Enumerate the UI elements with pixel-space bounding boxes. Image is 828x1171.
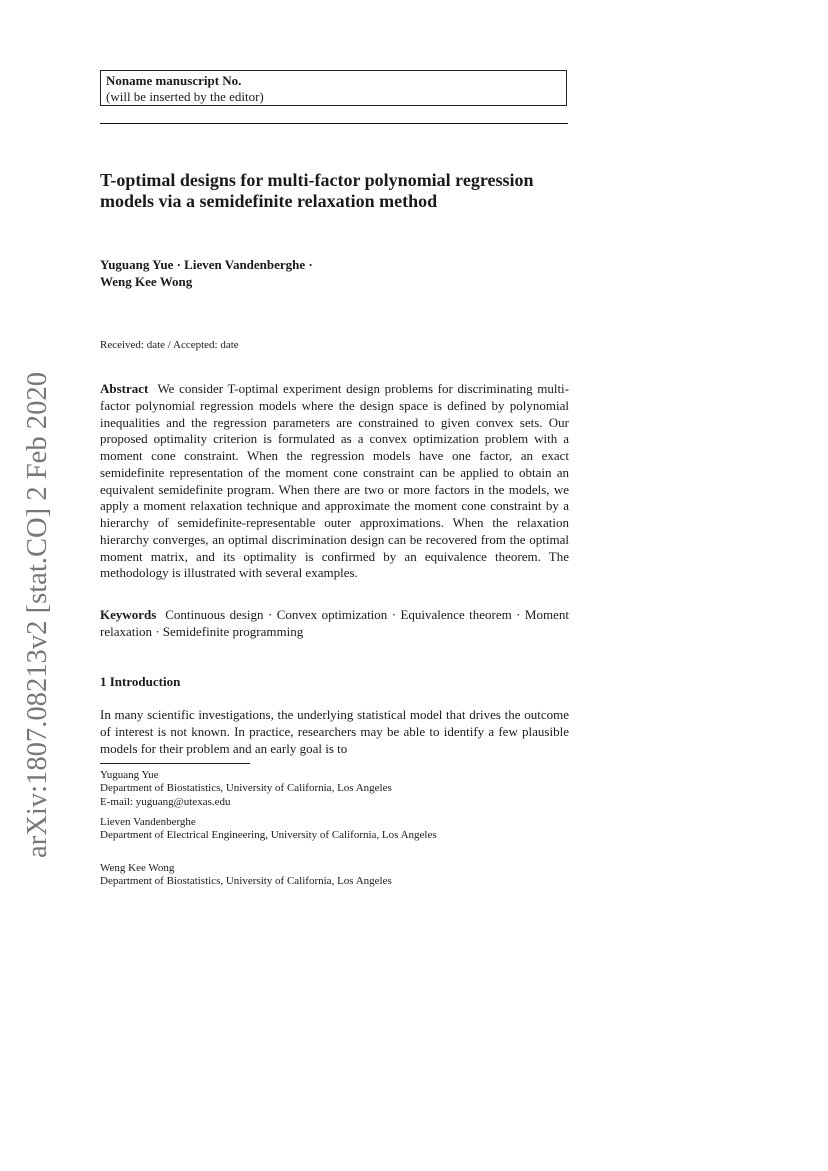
manuscript-header-box <box>100 70 567 106</box>
footnote-rule <box>100 763 250 764</box>
keywords-text: Continuous design · Convex optimization · Equivalence theorem · Moment relaxation · Semidefinite programming <box>100 607 569 639</box>
footnote-author-3 <box>100 862 580 889</box>
footnote-affiliation: Department of Biostatistics, University of California, Los Angeles <box>100 782 392 795</box>
manuscript-number: Noname manuscript No. <box>106 73 242 88</box>
footnote-affiliation: Department of Electrical Engineering, University of California, Los Angeles <box>100 829 437 842</box>
arxiv-identifier: arXiv:1807.08213v2 [stat.CO] 2 Feb 2020 <box>22 382 53 858</box>
footnote-affiliation: Department of Biostatistics, University of California, Los Angeles <box>100 875 392 888</box>
author-list <box>100 256 570 290</box>
footnote-name: Lieven Vandenberghe <box>100 816 196 828</box>
footnote-author-2 <box>100 816 580 843</box>
footnote-email: E-mail: yuguang@utexas.edu <box>100 795 231 808</box>
footnote-name: Yuguang Yue <box>100 769 159 781</box>
footnote-author-1 <box>100 769 580 809</box>
author-line-2: Weng Kee Wong <box>100 274 193 289</box>
author-line-1: Yuguang Yue · Lieven Vandenberghe · <box>100 257 313 272</box>
abstract-text: We consider T-optimal experiment design problems for discriminating multi-factor polynomial regression models where the design space is defined by polynomial inequalities and the regression parameters are constrained to given convex sets. Our proposed optimality criterion is formulated as a convex optimization problem with a moment cone constraint. When the regression models have one factor, an exact semidefinite representation of the moment cone constraint can be applied to obtain an equivalent semidefinite program. When there are two or more factors in the models, we apply a moment relaxation technique and approximate the moment cone constraint by a hierarchy of semidefinite-representable outer approximations. When the relaxation hierarchy converges, an optimal discrimination design can be recovered from the optimal moment matrix, and its optimality is confirmed by an equivalence theorem. The methodology is illustrated with several examples. <box>100 381 569 581</box>
keywords <box>100 607 569 641</box>
section-heading: 1 Introduction <box>100 674 181 689</box>
header-rule <box>100 123 568 124</box>
keywords-label: Keywords <box>100 607 157 622</box>
abstract-label: Abstract <box>100 381 149 396</box>
abstract <box>100 381 569 582</box>
arxiv-sidebar <box>15 370 55 860</box>
paper-title: T-optimal designs for multi-factor polynomial regression models via a semidefinite relaxation method <box>100 170 534 211</box>
received-date: Received: date / Accepted: date <box>100 339 239 351</box>
editor-note: (will be inserted by the editor) <box>106 89 264 104</box>
footnote-name: Weng Kee Wong <box>100 862 175 874</box>
intro-paragraph: In many scientific investigations, the underlying statistical model that drives the outcome of interest is not known. In practice, researchers may be able to identify a few plausible models for their problem and an early goal is to <box>100 707 569 756</box>
